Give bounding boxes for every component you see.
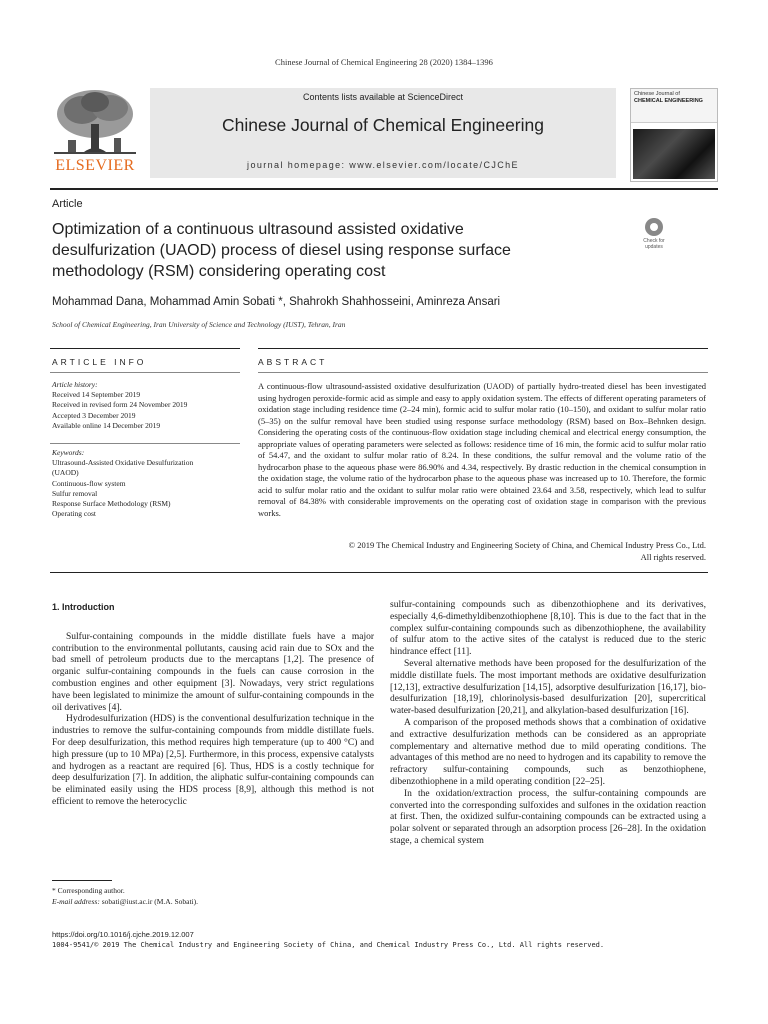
history-item: Received in revised form 24 November 2019 [52, 400, 188, 410]
copyright-line: © 2019 The Chemical Industry and Engineering Society of China, and Chemical Industry Press Co., Ltd. [348, 540, 706, 550]
keyword[interactable]: (UAOD) [52, 468, 79, 478]
article-type: Article [52, 198, 83, 210]
keyword[interactable]: Ultrasound-Assisted Oxidative Desulfurization [52, 458, 194, 468]
abstract-copyright [258, 540, 706, 563]
keyword[interactable]: Operating cost [52, 509, 96, 519]
cover-title-line1: Chinese Journal of [634, 91, 680, 97]
journal-cover-thumbnail[interactable] [630, 88, 718, 182]
header-divider [50, 188, 718, 190]
cover-title-line2: CHEMICAL ENGINEERING [634, 98, 703, 104]
keywords-label: Keywords: [52, 448, 85, 457]
affiliation: School of Chemical Engineering, Iran University of Science and Technology (IUST), Tehran, Iran [52, 320, 346, 329]
elsevier-tree-icon [54, 88, 136, 156]
doi-link[interactable]: https://doi.org/10.1016/j.cjche.2019.12.007 [52, 930, 194, 939]
article-history [52, 380, 242, 431]
journal-citation: Chinese Journal of Chemical Engineering 28 (2020) 1384–1396 [275, 57, 493, 67]
divider [50, 348, 240, 349]
check-updates-label: Check for updates [643, 238, 665, 250]
check-updates-icon [645, 218, 663, 236]
title-line: Optimization of a continuous ultrasound assisted oxidative [52, 221, 464, 238]
issn-line: 1004-9541/© 2019 The Chemical Industry and Engineering Society of China, and Chemical Industry Press Co., Ltd. All rights reserved. [52, 941, 605, 949]
journal-header [50, 88, 718, 182]
keyword[interactable]: Response Surface Methodology (RSM) [52, 499, 171, 509]
copyright-line: All rights reserved. [640, 551, 706, 562]
corresponding-author-footnote [52, 885, 372, 907]
footnote-star: * Corresponding author. [52, 886, 125, 895]
abstract-heading: ABSTRACT [258, 357, 328, 367]
journal-banner [150, 88, 616, 178]
divider [258, 372, 708, 373]
history-item: Received 14 September 2019 [52, 390, 141, 400]
history-item: Accepted 3 December 2019 [52, 410, 136, 420]
email-label: E-mail address: [52, 897, 100, 906]
journal-homepage-link[interactable]: journal homepage: www.elsevier.com/locate/CJChE [247, 160, 519, 170]
title-line: methodology (RSM) considering operating cost [52, 263, 386, 280]
history-item: Available online 14 December 2019 [52, 420, 161, 430]
title-line: desulfurization (UAOD) process of diesel using response surface [52, 242, 511, 259]
paragraph: Several alternative methods have been proposed for the desulfurization of the middle distillate fuels. The most important methods are oxidative desulfurization [12,13], extractive desulfurization [14,15], adsorptive desulfurization [16,17], bio-desulfurization [18,19], chlorinolysis-based desulfurization [20], supercritical water-based desulfurization [20,21], and alkylation-based desulfurization [16]. [390, 658, 706, 717]
paragraph: sulfur-containing compounds such as dibenzothiophene and its derivatives, especially 4,6-dimethyldibenzothiophene [8,10]. This is due to the fact that in the complex sulfur-containing compounds such as dibenzothiophene, the availability of sulfur atom to the active sites of the catalyst is reduced due to the steric hindrance effect [11]. [390, 600, 706, 658]
article-title [52, 219, 612, 282]
paragraph: In the oxidation/extraction process, the sulfur-containing compounds are converted into the corresponding sulfoxides and sulfones in the oxidation reaction at first. Then, the oxidized sulfur-containing compounds can be extracted using a polar solvent or separated through an adsorption process [26–28]. In the oxidation stage, a chemical system [390, 788, 706, 846]
divider [50, 372, 240, 373]
cover-header [631, 89, 717, 123]
body-column-right [390, 600, 706, 848]
cover-image [633, 129, 715, 179]
check-for-updates-button[interactable] [634, 218, 674, 254]
section-heading: 1. Introduction [52, 602, 115, 612]
article-info-heading: ARTICLE INFO [52, 357, 147, 367]
divider [258, 348, 708, 349]
footnote-divider [52, 880, 112, 881]
paragraph: A comparison of the proposed methods shows that a combination of oxidative and extractive desulfurization methods can be considered as an appropriate complementary and alternative method due to mild operating conditions. The advantages of this method are no need to hydrogen and its capability to remove the refractory sulfur-containing compounds, such as benzothiophene, dibenzothiophene in a mild operating condition [22–25]. [390, 717, 706, 787]
keyword[interactable]: Sulfur removal [52, 488, 98, 498]
author-list[interactable]: Mohammad Dana, Mohammad Amin Sobati *, Shahrokh Shahhosseini, Aminreza Ansari [52, 296, 501, 308]
contents-line[interactable]: Contents lists available at ScienceDirect [302, 92, 464, 102]
publisher-name: ELSEVIER [55, 157, 135, 174]
divider [50, 572, 708, 573]
keyword[interactable]: Continuous-flow system [52, 478, 126, 488]
abstract-text: A continuous-flow ultrasound-assisted oxidative desulfurization (UAOD) of partially hydro-treated diesel has been investigated using hydrogen peroxide-formic acid as simple and easy to apply oxidation system. The effects of different operating parameters of oxidation stage including residence time (2–24 min), formic acid to sulfur molar ratio (10–150), and oxidant to sulfur molar ratio (5–35) on the sulfur removal have been studied using response surface methodology (RSM) based on Box–Behnken design. Considering the operating costs of the continuous-flow oxidation stage including chemical and electrical energy consumption, the appropriate values of operating parameters were selected as follows: residence time of 16 min, the formic acid to sulfur molar ratio of 54.47, and the oxidant to sulfur molar ratio of 8.24. In these conditions, the sulfur removal and the volume ratio of the hydrocarbon phase to the aqueous phase were 86.90% and 4.34, respectively. By drastic reduction in the chemical consumption in the oxidation stage, the volume ratio of the hydrocarbon phase to the aqueous phase was increased up to 10. Therefore, the formic acid to sulfur molar ratio and the oxidant to sulfur molar ratio were obtained 23.64 and 3.58, respectively, which lead to sulfur removal of 84.38% with considerable improvements on the operating cost of oxidation stage in comparison with the previous works. [258, 381, 706, 519]
journal-title[interactable]: Chinese Journal of Chemical Engineering [222, 115, 544, 135]
history-label: Article history: [52, 380, 98, 389]
paragraph: Hydrodesulfurization (HDS) is the conventional desulfurization technique in the industries to remove the sulfur-containing compounds from middle distillate fuels. For deep desulfurization, this method requires high temperature (up to 400 °C) and high pressure (up to 10 MPa) [2,5]. Furthermore, in this process, expensive catalysts and hydrogen as a reactant are required [6]. Thus, HDS is a costly technique for deep desulfurization [7]. In addition, the aliphatic sulfur-containing compounds can be eliminated easily using the HDS process [8,9], although this method is not efficient to remove the heterocyclic [52, 714, 374, 807]
email-link[interactable]: sobati@iust.ac.ir (M.A. Sobati). [101, 897, 198, 906]
body-column-left [52, 602, 374, 809]
elsevier-logo[interactable] [50, 88, 140, 176]
keywords [52, 448, 242, 519]
paragraph: Sulfur-containing compounds in the middle distillate fuels have a major contribution to the environmental pollutants, causing acid rain due to SOx and the bad smell of petroleum products due to the mercaptans [1,2]. The presence of organic sulfur-containing compounds in the fuels can cause corrosion in the combustion engines and other equipment [3]. Nowadays, very strict regulations have been legislated to minimize the amount of sulfur-containing compounds in the oil derivatives [4]. [52, 631, 374, 713]
divider [50, 443, 240, 444]
